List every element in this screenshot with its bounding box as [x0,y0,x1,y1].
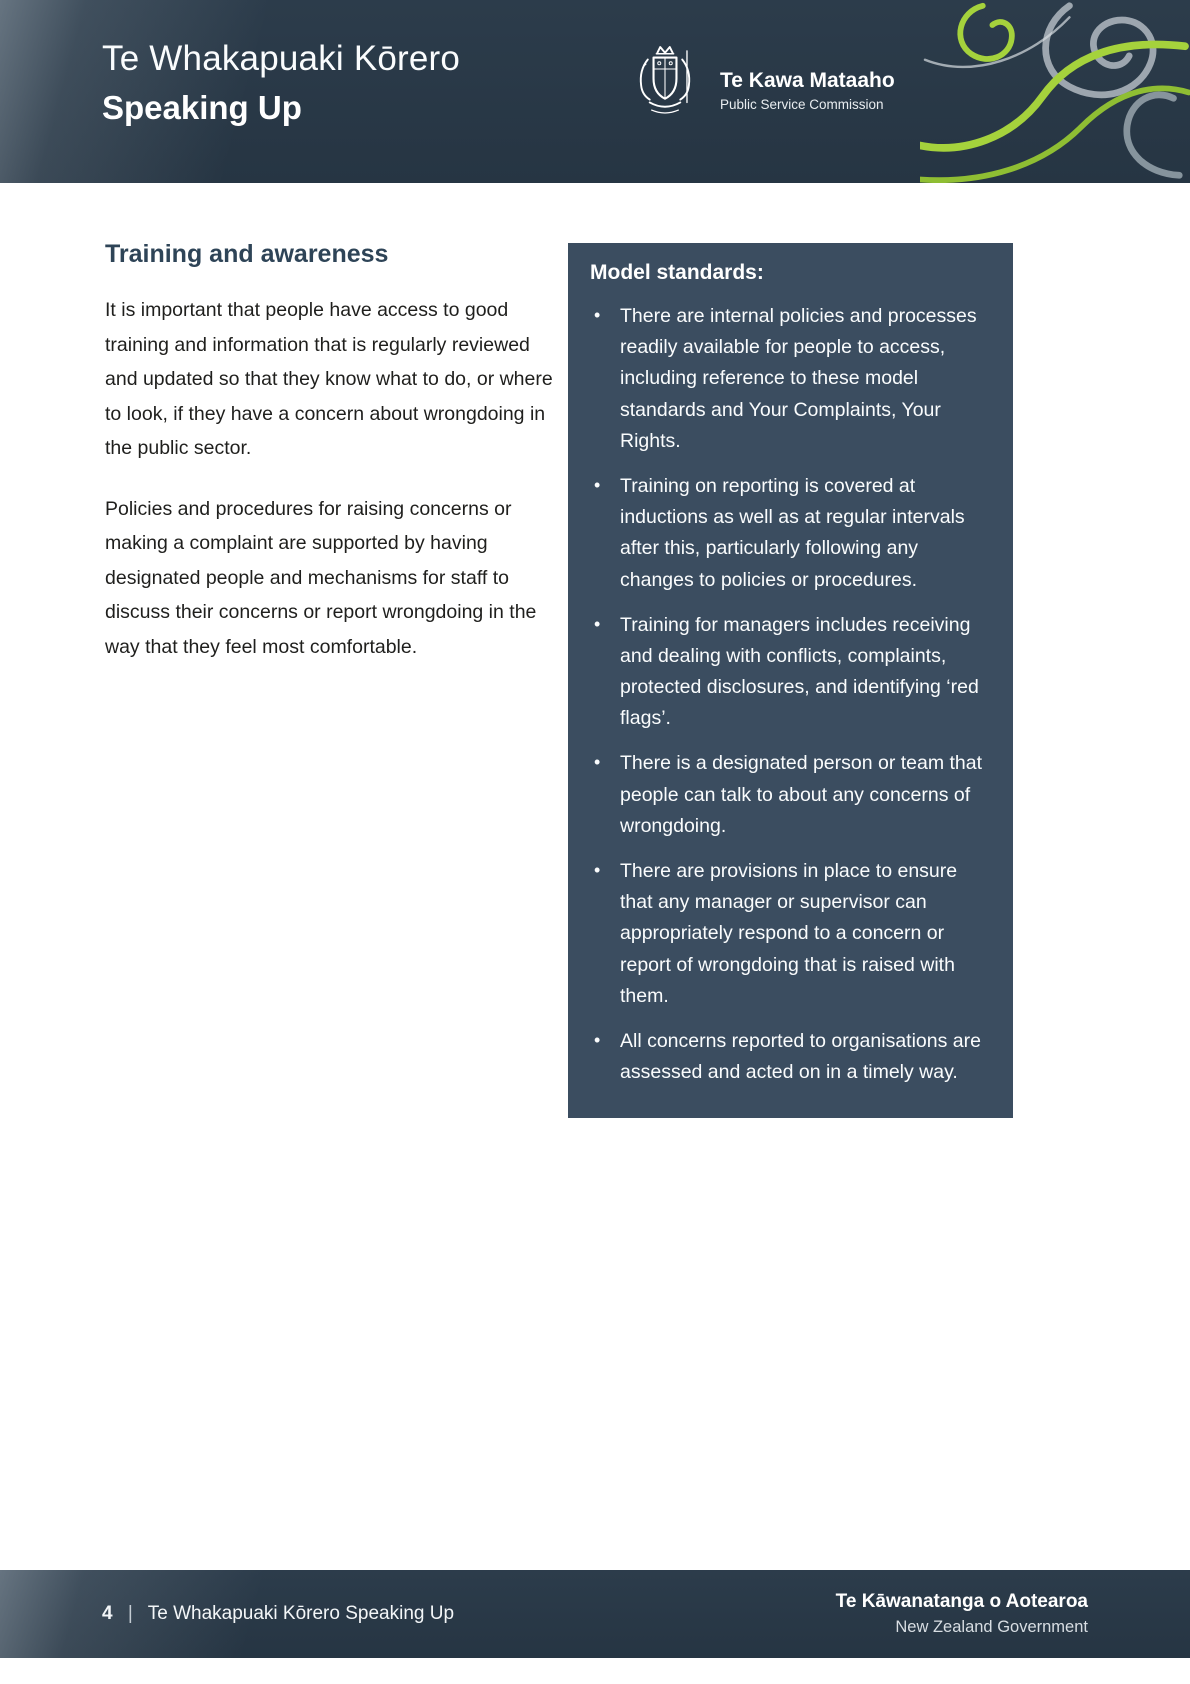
coat-of-arms-icon [622,42,708,140]
model-standard-text: All concerns reported to organisations are assessed and acted on in a timely way. [620,1029,981,1084]
model-standard-item [588,301,991,457]
body-paragraph-2: Policies and procedures for raising concerns or making a complaint are supported by having designated people and mechanisms for staff to discuss their concerns or report wrongdoing in the way that they feel most comfortable. [105,497,537,658]
agency-logo-text [720,68,895,114]
footer-doc-title: Te Whakapuaki Kōrero Speaking Up [147,1603,455,1624]
model-standard-text: There are internal policies and processes readily available for people to access, including reference to these model standards and Your Complaints, Your Rights. [620,305,977,452]
bullet-icon: • [594,860,601,880]
government-name-maori: Te Kāwanatanga o Aotearoa [835,1590,1088,1612]
footer-government-block [836,1590,1088,1638]
body-paragraph-1: It is important that people have access to good training and information that is regularly reviewed and updated so that they know what to do, or where to look, if they have a concern about wrongdoing in the public sector. [105,299,553,459]
model-standard-item [588,748,991,842]
bullet-icon: • [594,613,601,634]
bullet-icon: • [594,1029,601,1050]
model-standards-list [588,301,991,1088]
footer-separator: | [127,1603,133,1624]
model-standard-item [588,610,991,735]
model-standard-item [588,856,991,1012]
model-standard-item [588,1026,991,1088]
section-heading: Training and awareness [105,240,389,268]
page-number: 4 [102,1603,113,1624]
agency-name: Te Kawa Mataaho [720,68,895,92]
training-section [105,240,553,690]
panel-title: Model standards: [590,261,764,284]
model-standard-text: Training for managers includes receiving and dealing with conflicts, complaints, protected disclosures, and identifying ‘red flags’. [620,613,979,730]
doc-title-english: Speaking Up [102,89,302,127]
agency-subtitle: Public Service Commission [720,97,884,113]
bullet-icon: • [594,474,601,495]
footer-page-info [102,1603,454,1625]
page-header [0,0,1190,183]
model-standard-text: There is a designated person or team that people can talk to about any concerns of wrongdoing. [620,752,983,837]
agency-logo [622,40,895,142]
page-footer [0,1570,1190,1658]
doc-title-maori: Te Whakapuaki Kōrero [102,39,461,78]
koru-pattern-decoration [920,0,1190,183]
model-standard-item [588,471,991,596]
bullet-icon: • [594,752,601,773]
bullet-icon: • [594,305,601,325]
model-standards-panel [568,243,1013,1118]
model-standard-text: There are provisions in place to ensure that any manager or supervisor can appropriately respond to a concern or report of wrongdoing that is raised with them. [620,860,958,1007]
header-title-block [102,36,460,130]
government-name-english: New Zealand Government [895,1617,1088,1636]
model-standard-text: Training on reporting is covered at inductions as well as at regular intervals after this, particularly following any changes to policies or procedures. [620,474,965,591]
